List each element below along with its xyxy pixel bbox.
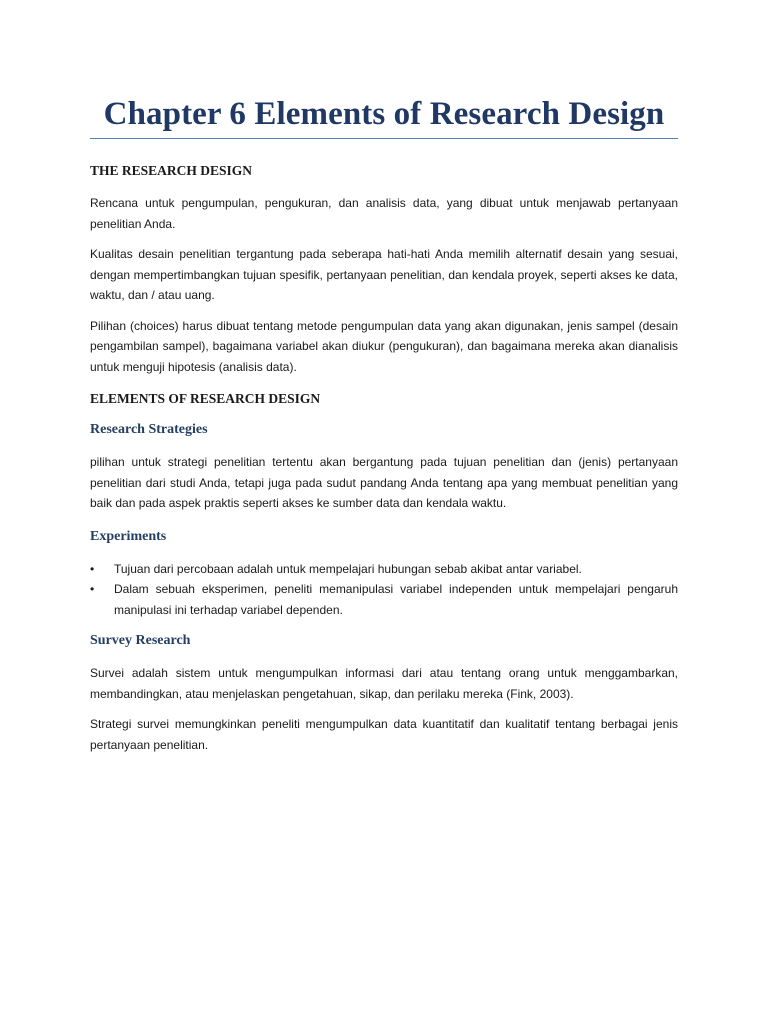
bullet-marker: • [90,582,95,596]
document-page [90,92,678,765]
page-title: Chapter 6 Elements of Research Design [90,92,678,139]
list-item [90,579,678,620]
bullet-marker: • [90,561,95,576]
bullet-list [90,559,678,621]
list-item [90,559,678,580]
subheading-experiments: Experiments [90,528,167,544]
paragraph: Kualitas desain penelitian tergantung pada seberapa hati-hati Anda memilih alternatif desain yang sesuai, dengan mempertimbangkan tujuan spesifik, pertanyaan penelitian, dan kendala proyek, seperti akses ke data, waktu, dan / atau uang. [90,247,678,302]
subheading-research-strategies: Research Strategies [90,422,208,437]
list-item-text: Tujuan dari percobaan adalah untuk mempelajari hubungan sebab akibat antar variabel. [114,561,582,576]
section-heading-research-design: THE RESEARCH DESIGN [90,163,253,178]
paragraph: pilihan untuk strategi penelitian tertentu akan bergantung pada tujuan penelitian dan (jenis) pertanyaan penelitian dari studi Anda, tetapi juga pada sudut pandang Anda tentang apa yang membuat penelitian yang baik dan pada aspek praktis seperti akses ke sumber data dan kendala waktu. [90,455,678,510]
paragraph: Survei adalah sistem untuk mengumpulkan informasi dari atau tentang orang untuk menggambarkan, membandingkan, atau menjelaskan pengetahuan, sikap, dan perilaku mereka (Fink, 2003). [90,666,678,701]
paragraph: Rencana untuk pengumpulan, pengukuran, dan analisis data, yang dibuat untuk menjawab pertanyaan penelitian Anda. [90,196,678,231]
section-heading-elements: ELEMENTS OF RESEARCH DESIGN [90,391,321,406]
list-item-text: Dalam sebuah eksperimen, peneliti memanipulasi variabel independen untuk mempelajari pengaruh manipulasi ini terhadap variabel dependen. [114,582,678,617]
subheading-survey-research: Survey Research [90,633,191,648]
paragraph: Strategi survei memungkinkan peneliti mengumpulkan data kuantitatif dan kualitatif tentang berbagai jenis pertanyaan penelitian. [90,717,678,752]
paragraph: Pilihan (choices) harus dibuat tentang metode pengumpulan data yang akan digunakan, jenis sampel (desain pengambilan sampel), bagaimana variabel akan diukur (pengukuran), dan bagaimana mereka akan dianalisis untuk menguji hipotesis (analisis data). [90,318,678,374]
